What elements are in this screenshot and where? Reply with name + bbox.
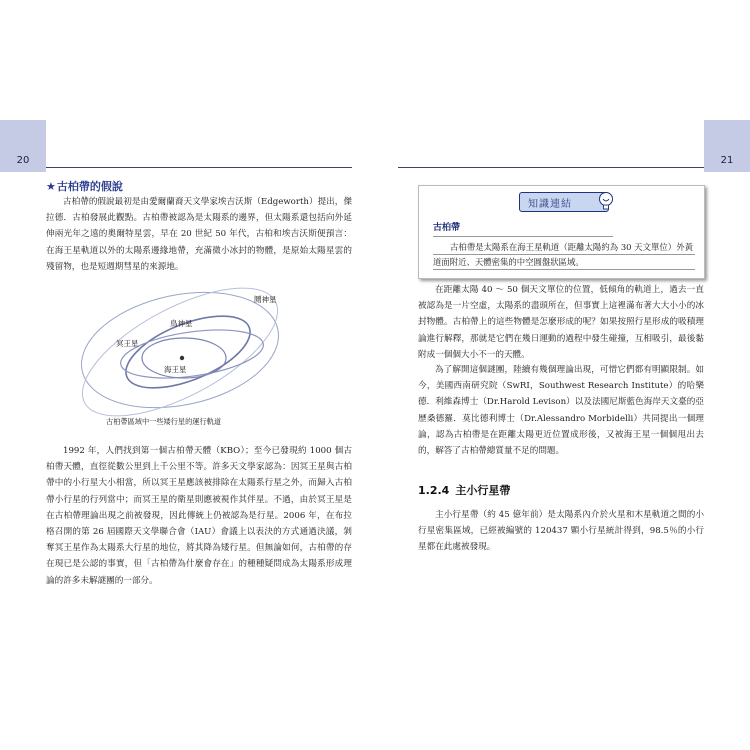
page-number-right: 21 <box>720 155 734 166</box>
orbit-sedna <box>118 322 267 386</box>
sun-dot <box>180 356 184 360</box>
knowledge-link-box <box>418 185 705 279</box>
badge-text: 知識連結 <box>528 199 572 210</box>
kuiper-hypothesis-heading <box>46 178 123 194</box>
knowledge-link-badge <box>519 192 609 212</box>
orbit-diagram <box>60 278 300 428</box>
label-neptune: 海王星 <box>164 365 187 374</box>
label-eris: 鬩神星 <box>254 295 277 304</box>
page-tab-left <box>0 120 46 172</box>
section-number: 1.2.4 <box>418 484 450 497</box>
header-rule-right <box>398 167 704 168</box>
star-icon: ★ <box>46 180 56 193</box>
orbit-pluto <box>116 301 259 402</box>
heading-text: 古柏帶的假說 <box>56 180 123 193</box>
box-title-underline <box>433 236 613 237</box>
box-text: 古柏帶是太陽系在海王星軌道（距離太陽約為 30 天文單位）外黃道面附近、天體密集的中空圓盤狀區域。 <box>433 242 693 267</box>
right-paragraph-3: 主小行星帶（約 45 億年前）是太陽系內介於火星和木星軌道之間的小行星密集區域，已經被編號的 120437 顆小行星統計得到，98.5％的小行星都在此處被發現。 <box>418 510 704 553</box>
header-rule-left <box>46 167 352 168</box>
left-paragraph-2: 1992 年，人們找到第一個古柏帶天體（KBO）；至今已發現約 1000 個古柏帶天體，直徑從數公里到上千公里不等。許多天文學家認為：因冥王星與古柏帶中的小行星大小相當，所以冥王星應該被排除在太陽系行星之外，而歸入古柏帶小行星的行列當中；而冥王星的衛星則應被視作其伴星。不過，由於冥王星是在古柏帶理論出現之前被發現，因此傳統上仍被認為是行星。2006 年，在布拉格召開的第 26 屆國際天文學聯合會（IAU）會議上以表決的方式通過決議，剝奪冥王星作為太陽系大行星的地位，將其降為矮行星。但無論如何，古柏帶的存在現已是公認的事實，但「古柏帶為什麼會存在」的種種疑問成為太陽系形成理論的許多未解謎團的一部分。 <box>46 446 352 586</box>
left-paragraph-1: 古柏帶的假說最初是由愛爾蘭裔天文學家埃吉沃斯（Edgeworth）提出，傑拉德．古柏發展此觀點。古柏帶被認為是太陽系的邊界，但太陽系還包括向外延伸兩光年之遠的奧爾特星雲，早在 20 世紀 50 年代，古柏和埃吉沃斯便預言：在海王星軌道以外的太陽系邊緣地帶，充滿微小冰封的物體，是原始太陽星雲的殘留物，也是短週期彗星的來源地。 <box>46 197 352 272</box>
label-sedna: 鳥神星 <box>170 319 193 328</box>
section-title: 主小行星帶 <box>455 484 511 497</box>
right-paragraph-2: 為了解開這個謎團，陸續有幾個理論出現，可惜它們都有明顯限制。如今，美國西南研究院（SwRI，Southwest Research Institute）的哈樂德．利維森博士（Dr.Harold Levison）以及法國尼斯藍色海岸天文臺的亞歷桑德羅．莫比德利博士（Dr.Alessandro Morbidelli）共同提出一個理論，認為古柏帶是在距離太陽更近位置成形後，又被海王星一個個甩出去的，解答了古柏帶總質量不足的問題。 <box>418 365 704 457</box>
right-paragraph-1: 在距離太陽 40 ～ 50 個天文單位的位置，低傾角的軌道上，過去一直被認為是一片空虛，太陽系的盡頭所在，但事實上這裡滿布著大大小小的冰封物體。古柏帶上的這些物體是怎麼形成的呢？如果按照行星形成的吸積理論進行解釋，那就是它們在幾日運動的過程中發生碰撞，互相吸引，最後黏附成一個個大小不一的天體。 <box>418 285 704 360</box>
section-heading <box>418 482 510 498</box>
label-pluto: 冥王星 <box>116 339 139 348</box>
box-title: 古柏帶 <box>433 223 461 233</box>
box-rule-1 <box>433 254 695 255</box>
page-tab-right <box>704 120 750 172</box>
lightbulb-icon <box>598 191 614 211</box>
box-rule-2 <box>433 269 695 270</box>
page-number-left: 20 <box>16 155 30 166</box>
diagram-caption: 古柏帶區域中一些矮行星的運行軌道 <box>106 417 222 426</box>
